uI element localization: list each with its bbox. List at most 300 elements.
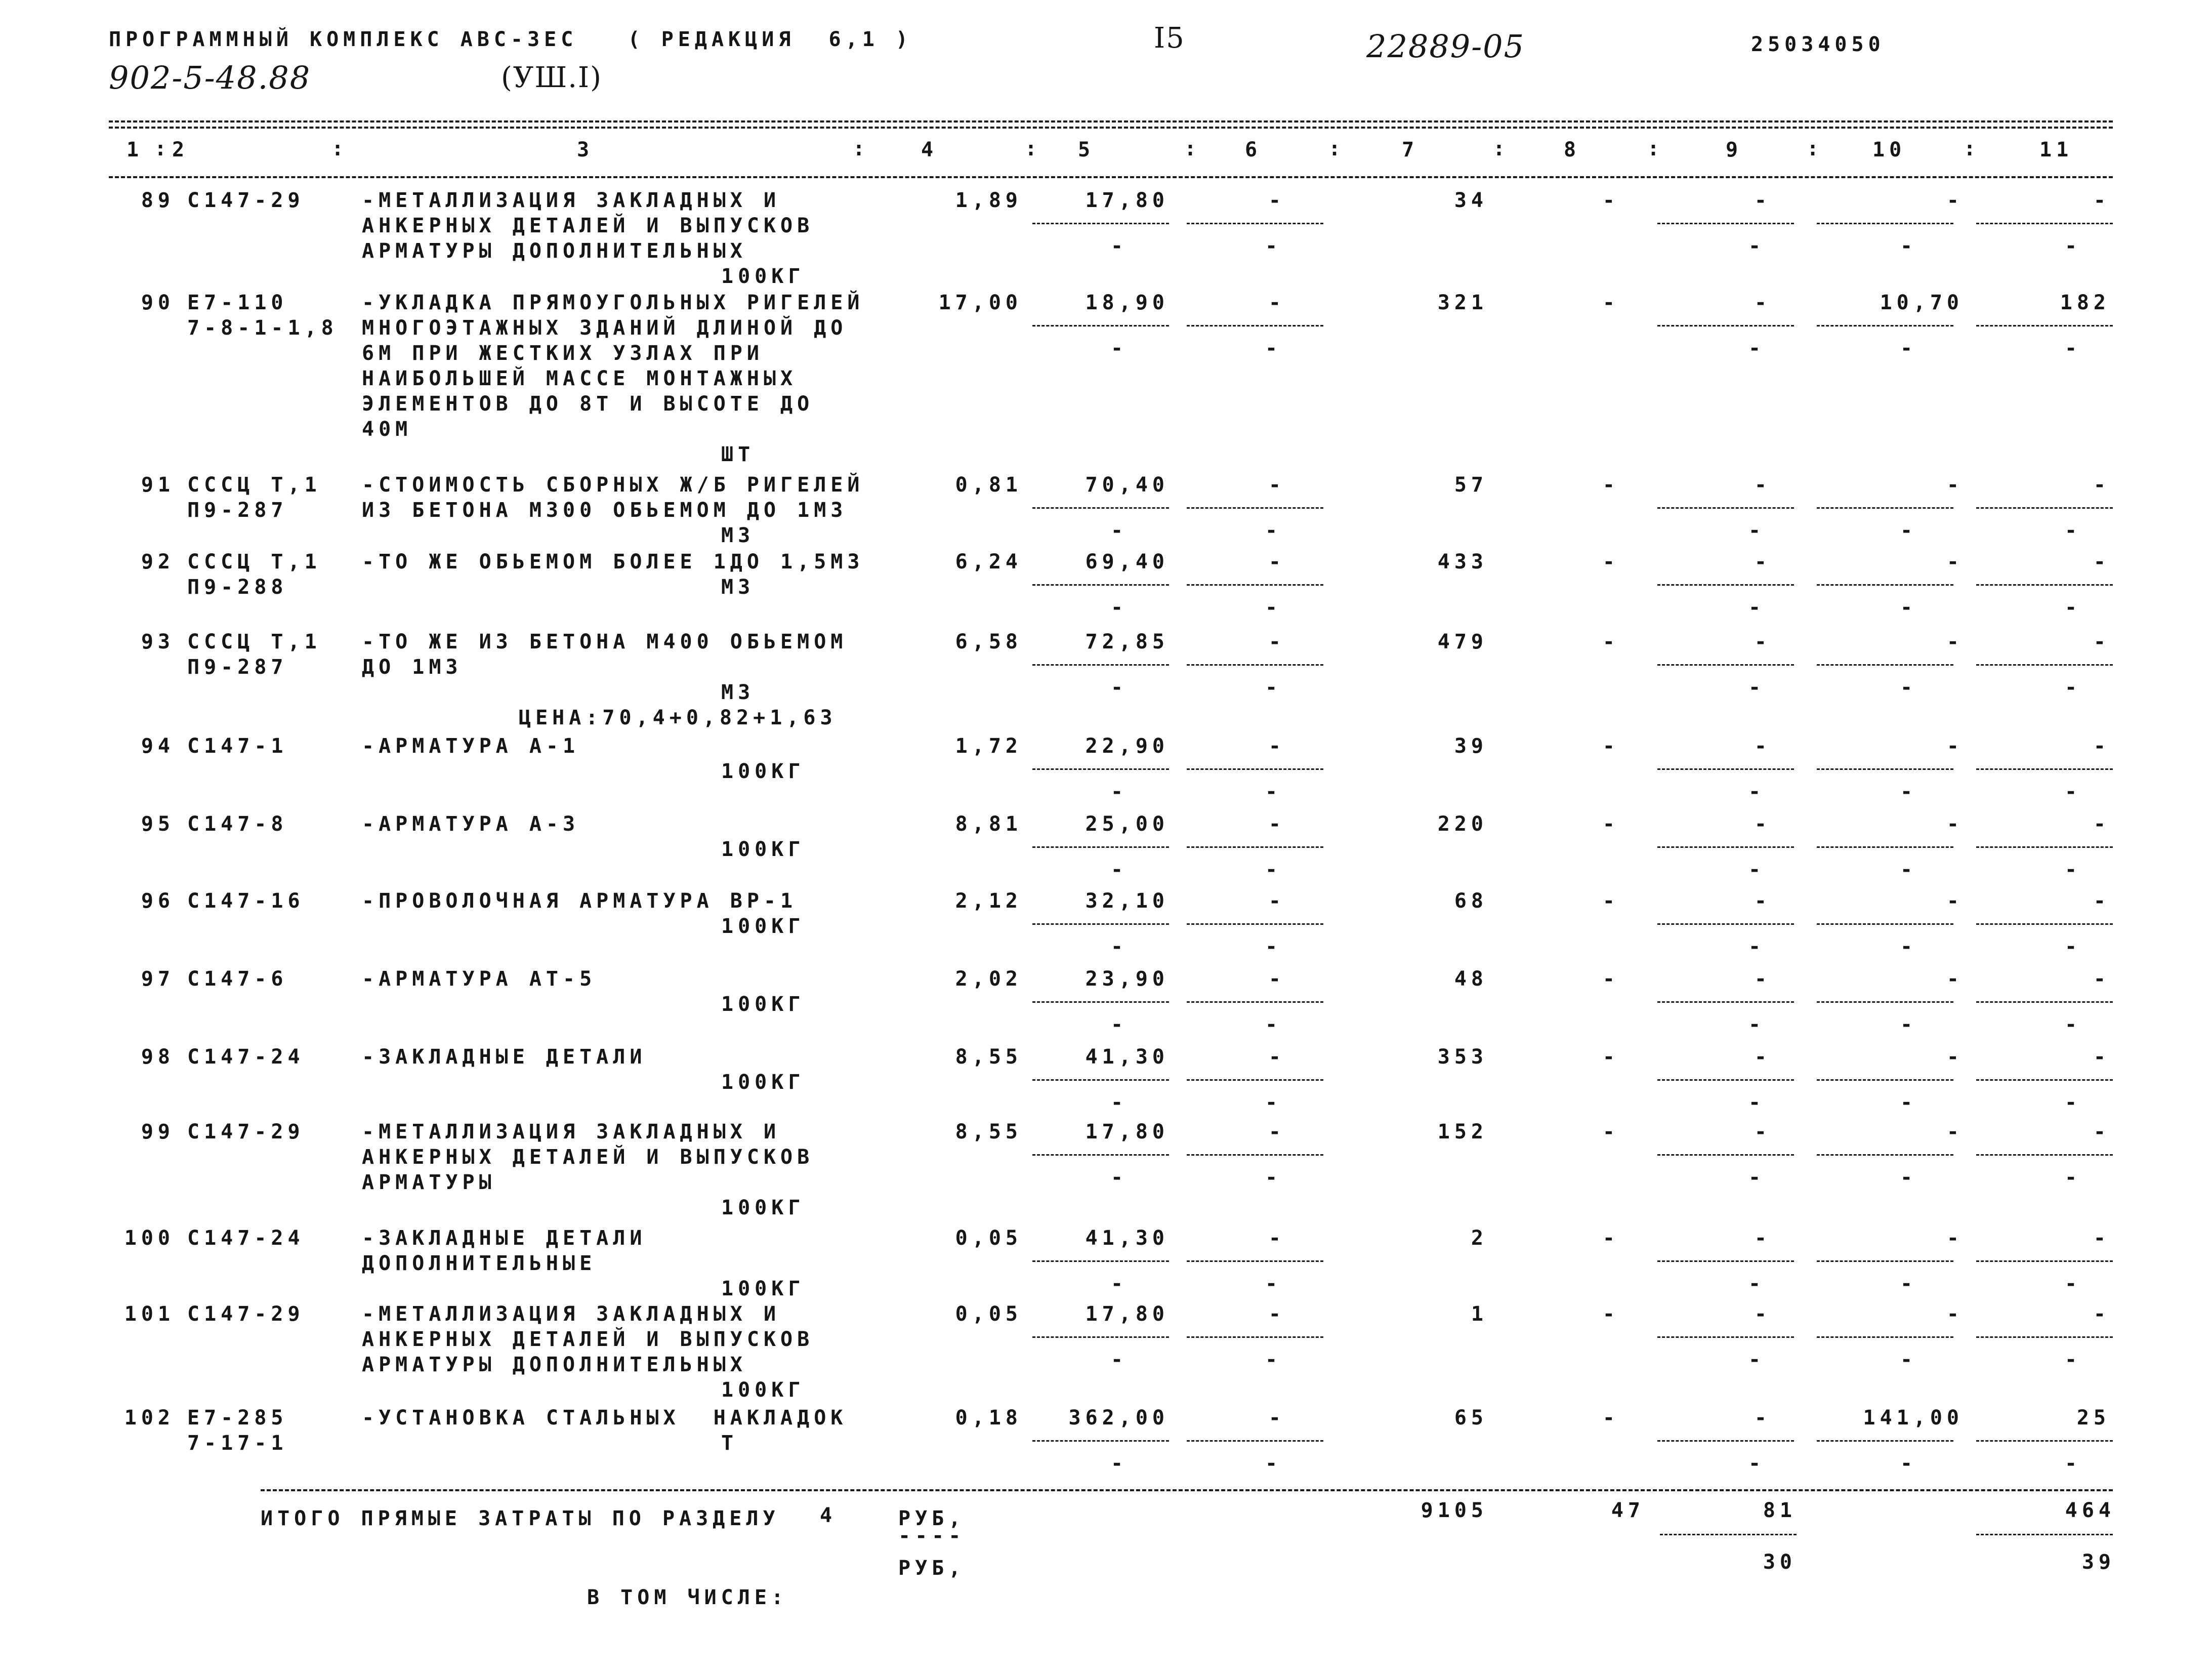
row-col6-lower: - [1265, 676, 1278, 699]
row-code: СССЦ Т,1 [187, 550, 321, 574]
row-subrule [1032, 1336, 1169, 1338]
row-price-lower: - [1111, 1348, 1123, 1371]
row-col10: - [1946, 630, 1964, 654]
row-subrule [1187, 1260, 1323, 1262]
column-header-8: 8 [1564, 138, 1581, 161]
row-col10-lower: - [1900, 858, 1913, 881]
row-unit: 100КГ [721, 993, 805, 1016]
row-quantity: 0,05 [955, 1302, 1022, 1326]
row-col6: - [1268, 812, 1285, 836]
row-col10-lower: - [1900, 1091, 1913, 1114]
row-col9-lower: - [1748, 935, 1761, 958]
row-col11: - [2093, 1227, 2110, 1250]
column-header-9: 9 [1726, 138, 1743, 161]
row-col10-lower: - [1900, 519, 1913, 542]
row-quantity: 1,72 [955, 734, 1022, 758]
row-col6-lower: - [1265, 234, 1278, 258]
row-description: -ПРОВОЛОЧНАЯ АРМАТУРА ВР-1 [362, 889, 798, 913]
row-subrule [1187, 923, 1323, 925]
page-number: I5 [1154, 22, 1185, 55]
row-subrule [1657, 584, 1794, 586]
row-unit-price: 41,30 [1085, 1045, 1169, 1069]
totals-currency-separator: ---- [898, 1524, 966, 1547]
totals-label: ИТОГО ПРЯМЫЕ ЗАТРАТЫ ПО РАЗДЕЛУ [261, 1507, 780, 1530]
row-subrule [1032, 1440, 1169, 1442]
row-subrule [1976, 1079, 2113, 1081]
row-description: ЭЛЕМЕНТОВ ДО 8Т И ВЫСОТЕ ДО [362, 392, 814, 416]
row-col9: - [1754, 967, 1771, 991]
column-separator: : [1184, 137, 1197, 160]
row-col10: - [1946, 1302, 1964, 1326]
row-subrule [1657, 923, 1794, 925]
row-number: 101 [124, 1302, 175, 1326]
row-col11-lower: - [2065, 1091, 2077, 1114]
totals-col8: 47 [1611, 1499, 1645, 1522]
row-subrule [1817, 507, 1953, 509]
row-col7: 479 [1437, 630, 1488, 654]
row-subrule [1817, 1260, 1953, 1262]
row-col9: - [1754, 1227, 1771, 1250]
row-col7: 321 [1437, 291, 1488, 314]
row-col11: - [2093, 1302, 2110, 1326]
row-col9: - [1754, 550, 1771, 574]
row-description: -АРМАТУРА А-1 [362, 734, 580, 758]
row-subrule [1032, 507, 1169, 509]
row-description: -МЕТАЛЛИЗАЦИЯ ЗАКЛАДНЫХ И [362, 1302, 781, 1326]
row-col11-lower: - [2065, 1452, 2077, 1475]
row-col9-lower: - [1748, 519, 1761, 542]
row-description: -АРМАТУРА А-3 [362, 812, 580, 836]
row-col8: - [1602, 967, 1619, 991]
row-number: 97 [141, 967, 175, 991]
row-col10-lower: - [1900, 935, 1913, 958]
row-unit-price: 18,90 [1085, 291, 1169, 314]
row-col11: - [2093, 967, 2110, 991]
row-col6: - [1268, 889, 1285, 913]
row-col6-lower: - [1265, 1348, 1278, 1371]
row-subrule [1817, 223, 1953, 224]
row-unit: М3 [721, 681, 755, 704]
row-quantity: 2,02 [955, 967, 1022, 991]
row-col11: - [2093, 473, 2110, 497]
row-subrule [1187, 1079, 1323, 1081]
row-number: 94 [141, 734, 175, 758]
row-price-lower: - [1111, 1166, 1123, 1189]
row-quantity: 8,55 [955, 1045, 1022, 1069]
row-col6: - [1268, 1406, 1285, 1430]
row-col8: - [1602, 189, 1619, 212]
row-col9: - [1754, 630, 1771, 654]
column-header-1: 1 [127, 138, 144, 161]
row-code: П9-287 [187, 499, 288, 522]
row-col11: - [2093, 1045, 2110, 1069]
row-subrule [1976, 1336, 2113, 1338]
document-number: 22889-05 [1366, 28, 1525, 65]
row-subrule [1032, 664, 1169, 666]
row-description: АРМАТУРЫ ДОПОЛНИТЕЛЬНЫХ [362, 1353, 747, 1376]
row-unit: 100КГ [721, 1071, 805, 1094]
row-code: С147-29 [187, 189, 305, 212]
row-price-lower: - [1111, 1091, 1123, 1114]
row-price-lower: - [1111, 337, 1123, 360]
row-subrule [1657, 1001, 1794, 1003]
totals-section: 4 [820, 1504, 837, 1527]
row-unit: ШТ [721, 443, 755, 466]
row-subrule [1657, 1336, 1794, 1338]
row-subrule [1976, 1001, 2113, 1003]
row-col10-lower: - [1900, 1348, 1913, 1371]
column-separator: : [1328, 137, 1341, 160]
row-subrule [1032, 1260, 1169, 1262]
row-col11-lower: - [2065, 1013, 2077, 1036]
row-col10-lower: - [1900, 337, 1913, 360]
column-separator: : [1025, 137, 1037, 160]
row-unit: 100КГ [721, 1277, 805, 1300]
row-col6: - [1268, 189, 1285, 212]
row-col7: 433 [1437, 550, 1488, 574]
row-col6-lower: - [1265, 1091, 1278, 1114]
row-subrule [1976, 223, 2113, 224]
row-col10: - [1946, 734, 1964, 758]
row-col9-lower: - [1748, 1272, 1761, 1295]
row-code: СССЦ Т,1 [187, 630, 321, 654]
row-code: СССЦ Т,1 [187, 473, 321, 497]
row-description: -УКЛАДКА ПРЯМОУГОЛЬНЫХ РИГЕЛЕЙ [362, 291, 864, 314]
row-unit-price: 70,40 [1085, 473, 1169, 497]
row-unit-price: 32,10 [1085, 889, 1169, 913]
row-unit: 100КГ [721, 1378, 805, 1402]
row-col6-lower: - [1265, 780, 1278, 803]
row-subrule [1657, 768, 1794, 770]
totals-col11: 464 [2065, 1499, 2115, 1522]
row-subrule [1187, 223, 1323, 224]
row-number: 90 [141, 291, 175, 314]
row-col9: - [1754, 473, 1771, 497]
row-subrule [1976, 507, 2113, 509]
row-subrule [1187, 846, 1323, 848]
row-col9: - [1754, 1406, 1771, 1430]
row-col8: - [1602, 550, 1619, 574]
row-subrule [1817, 1154, 1953, 1156]
row-col7: 68 [1454, 889, 1488, 913]
row-col9: - [1754, 1302, 1771, 1326]
totals-col9-rule [1660, 1534, 1797, 1535]
row-subrule [1657, 1440, 1794, 1442]
row-price-lower: - [1111, 519, 1123, 542]
row-code: Е7-110 [187, 291, 288, 314]
row-subrule [1032, 1154, 1169, 1156]
row-unit-price: 69,40 [1085, 550, 1169, 574]
row-code: С147-29 [187, 1302, 305, 1326]
row-col9-lower: - [1748, 1091, 1761, 1114]
row-subrule [1657, 1260, 1794, 1262]
row-col6-lower: - [1265, 1452, 1278, 1475]
row-col11: 182 [2060, 291, 2110, 314]
row-code: С147-24 [187, 1045, 305, 1069]
column-header-3: 3 [577, 138, 594, 161]
row-col9: - [1754, 1120, 1771, 1144]
row-description: ИЗ БЕТОНА М300 ОБЬЕМОМ ДО 1М3 [362, 499, 848, 522]
row-subrule [1187, 1154, 1323, 1156]
row-number: 99 [141, 1120, 175, 1144]
row-subrule [1817, 846, 1953, 848]
row-unit-price: 22,90 [1085, 734, 1169, 758]
row-col10-lower: - [1900, 1013, 1913, 1036]
row-number: 100 [124, 1227, 175, 1250]
row-unit-price: 41,30 [1085, 1227, 1169, 1250]
row-quantity: 8,55 [955, 1120, 1022, 1144]
row-subrule [1976, 1154, 2113, 1156]
row-subrule [1187, 584, 1323, 586]
row-col11: - [2093, 630, 2110, 654]
totals-col7: 9105 [1421, 1499, 1488, 1522]
row-col11-lower: - [2065, 676, 2077, 699]
row-col9: - [1754, 734, 1771, 758]
including-label: В ТОМ ЧИСЛЕ: [587, 1586, 788, 1609]
row-description: АРМАТУРЫ ДОПОЛНИТЕЛЬНЫХ [362, 239, 747, 263]
row-number: 102 [124, 1406, 175, 1430]
row-col6: - [1268, 291, 1285, 314]
row-col8: - [1602, 1045, 1619, 1069]
row-quantity: 0,18 [955, 1406, 1022, 1430]
row-subrule [1817, 1336, 1953, 1338]
row-col11: 25 [2076, 1406, 2110, 1430]
row-col6: - [1268, 1227, 1285, 1250]
row-col10-lower: - [1900, 1452, 1913, 1475]
row-unit-price: 25,00 [1085, 812, 1169, 836]
row-number: 93 [141, 630, 175, 654]
row-subrule [1032, 325, 1169, 326]
row-col9-lower: - [1748, 676, 1761, 699]
row-subrule [1817, 1079, 1953, 1081]
row-code: С147-16 [187, 889, 305, 913]
row-price-lower: - [1111, 935, 1123, 958]
row-col8: - [1602, 1406, 1619, 1430]
row-col6: - [1268, 967, 1285, 991]
row-quantity: 0,05 [955, 1227, 1022, 1250]
row-col6-lower: - [1265, 519, 1278, 542]
row-code: С147-8 [187, 812, 288, 836]
row-number: 98 [141, 1045, 175, 1069]
row-unit-price: 17,80 [1085, 1120, 1169, 1144]
column-separator: : [1807, 137, 1819, 160]
row-price-lower: - [1111, 234, 1123, 258]
row-unit-price: 17,80 [1085, 1302, 1169, 1326]
row-subrule [1976, 923, 2113, 925]
row-col7: 152 [1437, 1120, 1488, 1144]
row-col10: - [1946, 889, 1964, 913]
row-quantity: 8,81 [955, 812, 1022, 836]
row-col11-lower: - [2065, 935, 2077, 958]
row-col11-lower: - [2065, 1348, 2077, 1371]
row-col7: 65 [1454, 1406, 1488, 1430]
row-description: -ТО ЖЕ ОБЬЕМОМ БОЛЕЕ 1ДО 1,5М3 [362, 550, 864, 574]
row-col8: - [1602, 473, 1619, 497]
row-unit: М3 [721, 524, 755, 547]
row-col9: - [1754, 189, 1771, 212]
row-code: П9-288 [187, 576, 288, 599]
row-col11-lower: - [2065, 337, 2077, 360]
row-col7: 39 [1454, 734, 1488, 758]
row-price-note: ЦЕНА:70,4+0,82+1,63 [519, 706, 837, 729]
row-subrule [1657, 846, 1794, 848]
row-description: -СТОИМОСТЬ СБОРНЫХ Ж/Б РИГЕЛЕЙ [362, 473, 864, 497]
row-unit-price: 362,00 [1068, 1406, 1169, 1430]
row-col9: - [1754, 291, 1771, 314]
row-subrule [1187, 1336, 1323, 1338]
row-code: С147-24 [187, 1227, 305, 1250]
row-col6: - [1268, 734, 1285, 758]
row-col10: 141,00 [1863, 1406, 1964, 1430]
row-code: 7-8-1-1,8 [187, 316, 338, 340]
column-separator: : [154, 137, 167, 160]
row-description: -ТО ЖЕ ИЗ БЕТОНА М400 ОБЬЕМОМ [362, 630, 848, 654]
row-price-lower: - [1111, 596, 1123, 619]
row-description: МНОГОЭТАЖНЫХ ЗДАНИЙ ДЛИНОЙ ДО [362, 316, 848, 340]
row-col6-lower: - [1265, 1013, 1278, 1036]
row-col6: - [1268, 1120, 1285, 1144]
row-col10: 10,70 [1880, 291, 1964, 314]
row-subrule [1187, 507, 1323, 509]
row-col6: - [1268, 1302, 1285, 1326]
row-col9-lower: - [1748, 1452, 1761, 1475]
row-subrule [1817, 664, 1953, 666]
row-unit: 100КГ [721, 760, 805, 783]
row-description: АРМАТУРЫ [362, 1171, 496, 1194]
row-description: АНКЕРНЫХ ДЕТАЛЕЙ И ВЫПУСКОВ [362, 214, 814, 237]
row-col7: 220 [1437, 812, 1488, 836]
column-header-11: 11 [2039, 138, 2073, 161]
table-top-rule [109, 120, 2113, 123]
row-code: С147-1 [187, 734, 288, 758]
row-description: 40М [362, 418, 412, 441]
column-separator: : [1647, 137, 1660, 160]
totals-col9-b: 30 [1763, 1550, 1797, 1574]
row-unit-price: 23,90 [1085, 967, 1169, 991]
row-subrule [1817, 923, 1953, 925]
column-header-5: 5 [1078, 138, 1095, 161]
row-number: 95 [141, 812, 175, 836]
row-col6: - [1268, 473, 1285, 497]
row-description: -МЕТАЛЛИЗАЦИЯ ЗАКЛАДНЫХ И [362, 1120, 781, 1144]
project-number: 902-5-48.88 [109, 59, 311, 96]
row-col6-lower: - [1265, 1166, 1278, 1189]
table-top-rule-2 [109, 127, 2113, 129]
row-col8: - [1602, 630, 1619, 654]
row-col10: - [1946, 1045, 1964, 1069]
row-col7: 1 [1471, 1302, 1488, 1326]
row-col10-lower: - [1900, 780, 1913, 803]
row-col6-lower: - [1265, 858, 1278, 881]
row-col9-lower: - [1748, 1348, 1761, 1371]
row-col10: - [1946, 812, 1964, 836]
row-col11-lower: - [2065, 780, 2077, 803]
row-subrule [1657, 507, 1794, 509]
row-col11-lower: - [2065, 519, 2077, 542]
row-col8: - [1602, 812, 1619, 836]
row-col11-lower: - [2065, 1272, 2077, 1295]
row-col7: 48 [1454, 967, 1488, 991]
row-description: -АРМАТУРА АТ-5 [362, 967, 597, 991]
row-col10-lower: - [1900, 234, 1913, 258]
row-col10: - [1946, 550, 1964, 574]
row-subrule [1032, 768, 1169, 770]
row-quantity: 17,00 [938, 291, 1022, 314]
row-price-lower: - [1111, 858, 1123, 881]
row-quantity: 6,24 [955, 550, 1022, 574]
row-code: 7-17-1 [187, 1432, 288, 1455]
row-quantity: 2,12 [955, 889, 1022, 913]
row-col7: 2 [1471, 1227, 1488, 1250]
row-col7: 353 [1437, 1045, 1488, 1069]
row-subrule [1976, 1260, 2113, 1262]
row-code: Е7-285 [187, 1406, 288, 1430]
row-subrule [1657, 1154, 1794, 1156]
row-col8: - [1602, 1302, 1619, 1326]
row-col9-lower: - [1748, 234, 1761, 258]
row-col8: - [1602, 291, 1619, 314]
row-col9-lower: - [1748, 780, 1761, 803]
row-subrule [1187, 1001, 1323, 1003]
totals-rule [261, 1489, 2113, 1491]
volume-label: (УШ.I) [501, 61, 602, 94]
row-col11-lower: - [2065, 1166, 2077, 1189]
row-col7: 57 [1454, 473, 1488, 497]
row-col6-lower: - [1265, 1272, 1278, 1295]
totals-col11-rule [1976, 1534, 2113, 1535]
row-subrule [1976, 846, 2113, 848]
row-col9-lower: - [1748, 858, 1761, 881]
row-col9: - [1754, 889, 1771, 913]
row-col6-lower: - [1265, 337, 1278, 360]
row-price-lower: - [1111, 676, 1123, 699]
totals-currency: РУБ, [898, 1507, 966, 1530]
row-description: ДО 1М3 [362, 656, 463, 679]
column-header-2: 2 [172, 138, 189, 161]
row-col10: - [1946, 189, 1964, 212]
row-col11: - [2093, 189, 2110, 212]
row-description: ДОПОЛНИТЕЛЬНЫЕ [362, 1252, 597, 1275]
totals-currency-2: РУБ, [898, 1557, 966, 1580]
row-col11: - [2093, 1120, 2110, 1144]
header-bottom-rule [109, 176, 2113, 178]
row-col9-lower: - [1748, 596, 1761, 619]
row-col11: - [2093, 550, 2110, 574]
row-col8: - [1602, 1120, 1619, 1144]
column-header-7: 7 [1402, 138, 1419, 161]
row-col8: - [1602, 734, 1619, 758]
row-subrule [1817, 1440, 1953, 1442]
row-subrule [1976, 664, 2113, 666]
row-col11: - [2093, 812, 2110, 836]
row-subrule [1657, 223, 1794, 224]
row-unit-price: 72,85 [1085, 630, 1169, 654]
row-col8: - [1602, 1227, 1619, 1250]
program-title: ПРОГРАММНЫЙ КОМПЛЕКС АВС-3ЕС ( РЕДАКЦИЯ 6,1 ) [109, 28, 912, 51]
row-number: 89 [141, 189, 175, 212]
totals-col11-b: 39 [2081, 1550, 2115, 1574]
row-description: НАИБОЛЬШЕЙ МАССЕ МОНТАЖНЫХ [362, 367, 798, 390]
row-col11: - [2093, 734, 2110, 758]
row-description: -ЗАКЛАДНЫЕ ДЕТАЛИ [362, 1227, 647, 1250]
row-subrule [1032, 223, 1169, 224]
row-col6: - [1268, 1045, 1285, 1069]
row-subrule [1032, 846, 1169, 848]
row-unit-price: 17,80 [1085, 189, 1169, 212]
row-unit: М3 [721, 576, 755, 599]
row-description: -МЕТАЛЛИЗАЦИЯ ЗАКЛАДНЫХ И [362, 189, 781, 212]
row-price-lower: - [1111, 780, 1123, 803]
